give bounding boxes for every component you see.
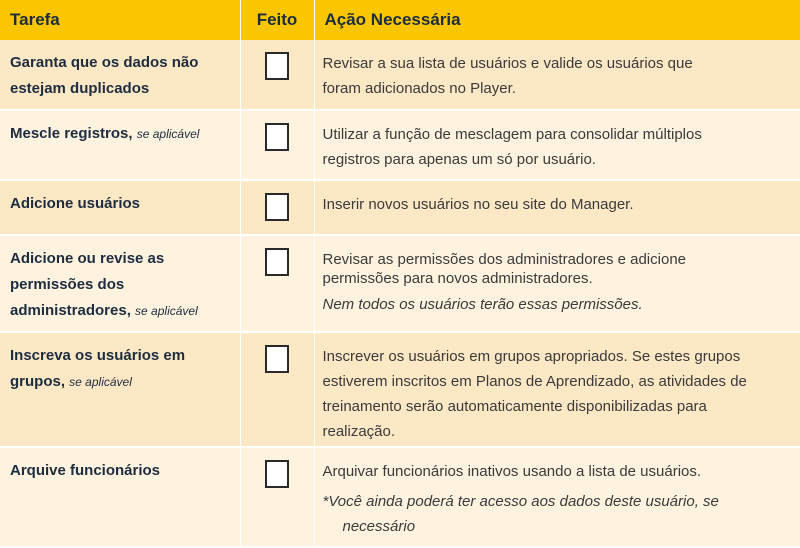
task-note: se aplicável xyxy=(135,304,198,318)
action-note: necessário xyxy=(342,518,416,535)
task-note: se aplicável xyxy=(136,127,200,141)
action-text: Arquivar funcionários inativos usando a lista de usuários. xyxy=(322,463,702,480)
table-row xyxy=(0,447,800,547)
done-checkbox[interactable] xyxy=(265,248,289,276)
table-row xyxy=(0,235,800,332)
action-note: Nem todos os usuários terão essas permissões. xyxy=(322,296,643,313)
action-cell xyxy=(314,447,800,547)
action-note: *Você ainda poderá ter acesso aos dados deste usuário, se xyxy=(322,493,719,510)
done-checkbox[interactable] xyxy=(265,123,289,151)
action-cell xyxy=(314,110,800,180)
task-text: Inscreva os usuários em xyxy=(10,347,186,364)
task-cell xyxy=(0,180,240,235)
action-text: estiverem inscritos em Planos de Aprendizado, as atividades de xyxy=(322,373,747,390)
done-checkbox[interactable] xyxy=(265,193,289,221)
task-text: Arquive funcionários xyxy=(10,462,161,479)
action-text: Revisar as permissões dos administradores e adicione xyxy=(322,251,687,268)
action-cell xyxy=(314,332,800,447)
action-text: foram adicionados no Player. xyxy=(322,80,516,97)
task-cell xyxy=(0,110,240,180)
action-text: Inserir novos usuários no seu site do Manager. xyxy=(322,196,634,213)
action-text: Inscrever os usuários em grupos apropriados. Se estes grupos xyxy=(322,348,741,365)
task-cell xyxy=(0,40,240,110)
done-cell xyxy=(240,180,314,235)
done-cell xyxy=(240,332,314,447)
task-text: administradores, xyxy=(10,302,131,319)
header-action: Ação Necessária xyxy=(314,0,800,40)
done-checkbox[interactable] xyxy=(265,345,289,373)
table-row xyxy=(0,332,800,447)
action-cell xyxy=(314,235,800,332)
task-text: permissões dos xyxy=(10,276,125,293)
task-cell xyxy=(0,447,240,547)
task-text: Adicione usuários xyxy=(10,195,141,212)
table-row xyxy=(0,40,800,110)
done-cell xyxy=(240,235,314,332)
task-text: Adicione ou revise as xyxy=(10,250,165,267)
action-cell xyxy=(314,180,800,235)
task-text: grupos, xyxy=(10,373,65,390)
task-text: estejam duplicados xyxy=(10,80,150,97)
header-done: Feito xyxy=(240,0,314,40)
action-text: treinamento serão automaticamente disponibilizadas para xyxy=(322,398,707,415)
done-cell xyxy=(240,110,314,180)
done-cell xyxy=(240,40,314,110)
table-row xyxy=(0,180,800,235)
task-text: Mescle registros, xyxy=(10,125,133,142)
action-text: realização. xyxy=(322,423,396,440)
header-row xyxy=(0,0,800,40)
action-text: permissões para novos administradores. xyxy=(322,270,593,287)
done-cell xyxy=(240,447,314,547)
task-cell xyxy=(0,332,240,447)
task-text: Garanta que os dados não xyxy=(10,54,199,71)
action-text: registros para apenas um só por usuário. xyxy=(322,151,596,168)
action-text: Utilizar a função de mesclagem para consolidar múltiplos xyxy=(322,126,702,143)
table-row xyxy=(0,110,800,180)
action-cell xyxy=(314,40,800,110)
header-task: Tarefa xyxy=(0,0,240,40)
done-checkbox[interactable] xyxy=(265,52,289,80)
task-note: se aplicável xyxy=(69,375,132,389)
action-text: Revisar a sua lista de usuários e valide os usuários que xyxy=(322,55,693,72)
task-cell xyxy=(0,235,240,332)
done-checkbox[interactable] xyxy=(265,460,289,488)
